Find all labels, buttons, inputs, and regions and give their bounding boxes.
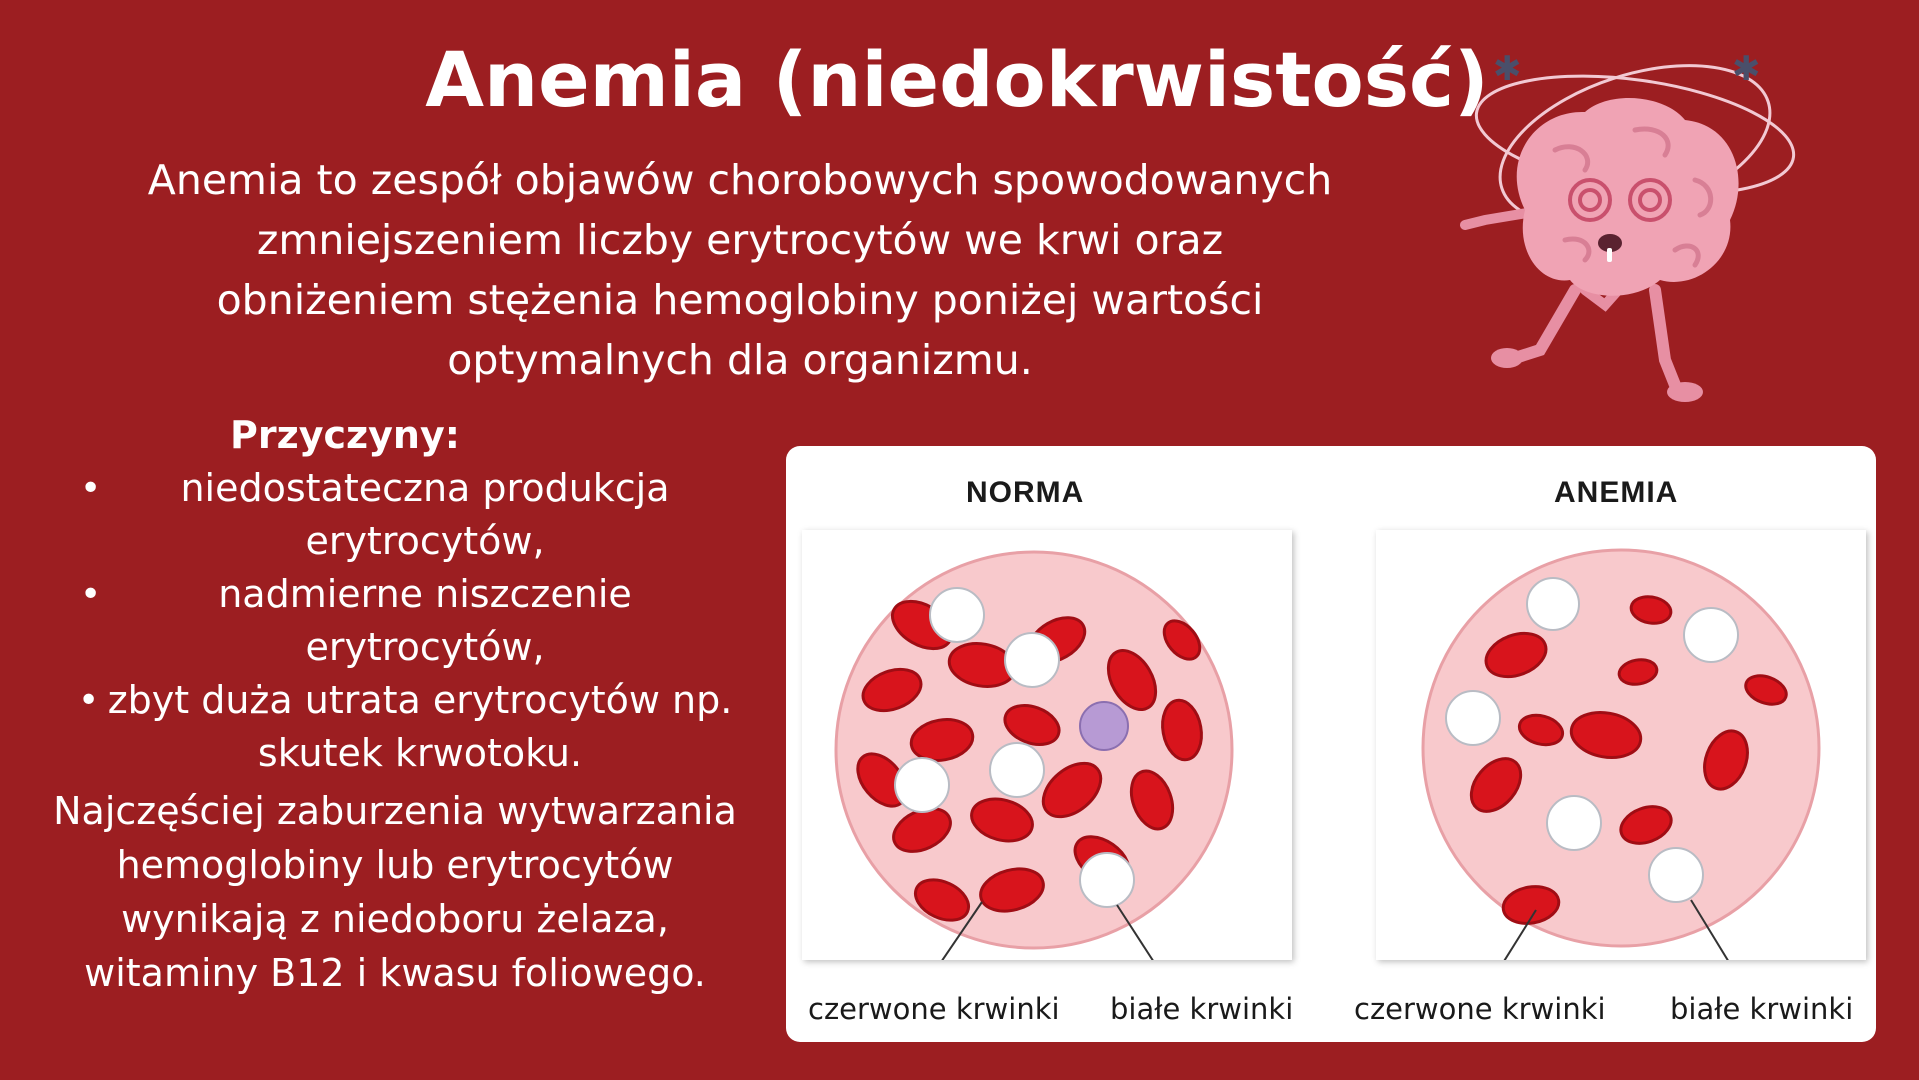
white-blood-cell bbox=[895, 758, 949, 812]
white-blood-cell bbox=[1684, 608, 1738, 662]
cause-text: zbyt duża utrata erytrocytów np. skutek krwotoku. bbox=[107, 678, 733, 775]
anemia-white-cells-caption: białe krwinki bbox=[1670, 992, 1854, 1026]
white-blood-cell bbox=[1547, 796, 1601, 850]
brain-foot bbox=[1667, 382, 1703, 402]
white-blood-cell bbox=[1527, 578, 1579, 630]
brain-leg bbox=[1515, 290, 1575, 358]
bullet-icon: • bbox=[78, 680, 100, 721]
intro-paragraph: Anemia to zespół objawów chorobowych spowodowanych zmniejszeniem liczby erytrocytów we krwi oraz obniżeniem stężenia hemoglobiny poniżej wartości optymalnych dla organizmu. bbox=[147, 156, 1333, 384]
star-icon: ✱ bbox=[1493, 49, 1522, 89]
causes-list bbox=[60, 462, 750, 780]
list-item bbox=[60, 462, 750, 568]
list-item bbox=[60, 568, 750, 674]
list-item bbox=[60, 674, 750, 780]
causes-heading: Przyczyny: bbox=[230, 413, 460, 457]
norma-label: NORMA bbox=[966, 476, 1085, 509]
bullet-icon: • bbox=[80, 468, 102, 509]
white-blood-cell bbox=[990, 743, 1044, 797]
star-icon: ✱ bbox=[1732, 49, 1761, 89]
white-blood-cell bbox=[1446, 691, 1500, 745]
slide-title: Anemia (niedokrwistość) bbox=[425, 35, 1489, 124]
white-blood-cell bbox=[1005, 633, 1059, 687]
conclusion-paragraph: Najczęściej zaburzenia wytwarzania hemoglobiny lub erytrocytów wynikają z niedoboru żelaza, witaminy B12 i kwasu foliowego. bbox=[53, 789, 737, 995]
norma-red-cells-caption: czerwone krwinki bbox=[808, 992, 1060, 1026]
norma-blood-sample bbox=[802, 530, 1292, 960]
norma-panel bbox=[802, 530, 1292, 960]
brain-body bbox=[1517, 98, 1739, 296]
white-blood-cell bbox=[930, 588, 984, 642]
white-blood-cell bbox=[1649, 848, 1703, 902]
anemia-panel bbox=[1376, 530, 1866, 960]
white-blood-cell bbox=[1080, 853, 1134, 907]
blood-comparison-figure bbox=[786, 446, 1876, 1042]
lymphocyte-cell bbox=[1080, 702, 1128, 750]
cause-text: nadmierne niszczenie erytrocytów, bbox=[218, 572, 632, 669]
brain-leg bbox=[1655, 290, 1677, 390]
anemia-label: ANEMIA bbox=[1554, 476, 1679, 509]
brain-foot bbox=[1491, 348, 1523, 368]
anemia-blood-sample bbox=[1376, 530, 1866, 960]
anemia-red-cells-caption: czerwone krwinki bbox=[1354, 992, 1606, 1026]
dizzy-brain-illustration bbox=[1445, 40, 1805, 410]
norma-white-cells-caption: białe krwinki bbox=[1110, 992, 1294, 1026]
brain-drool bbox=[1607, 248, 1612, 262]
bullet-icon: • bbox=[80, 574, 102, 615]
cause-text: niedostateczna produkcja erytrocytów, bbox=[180, 466, 670, 563]
